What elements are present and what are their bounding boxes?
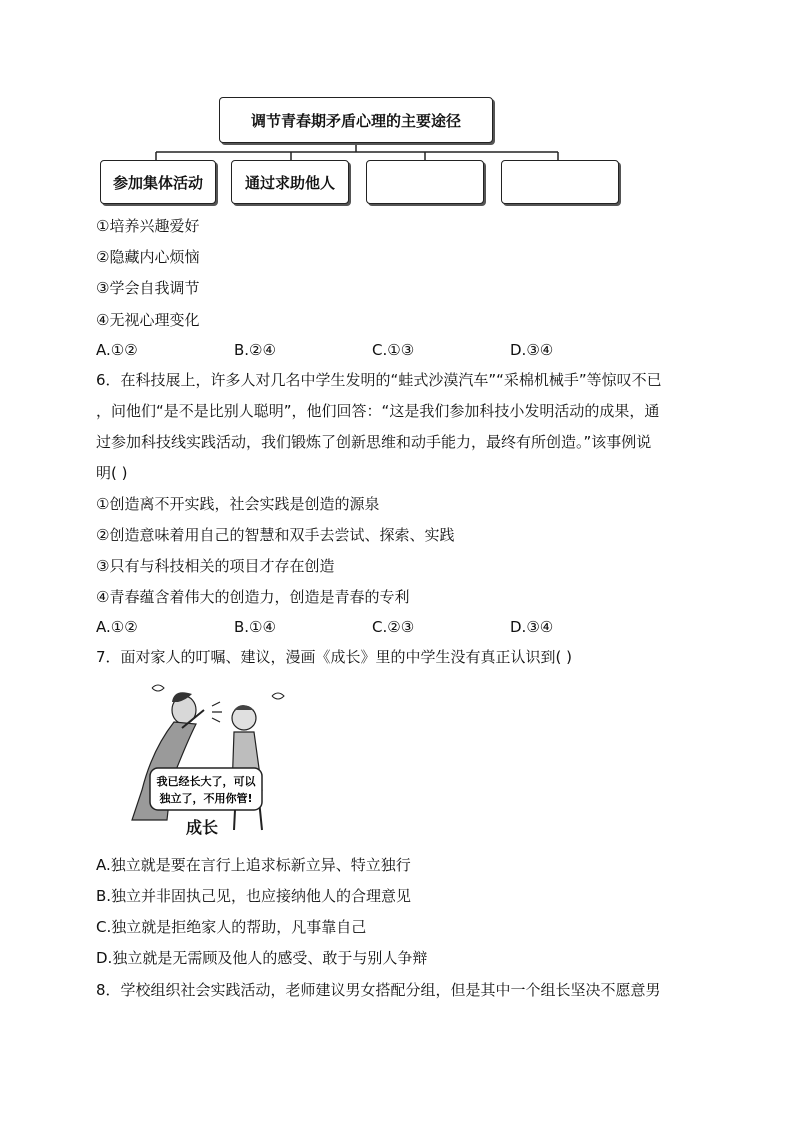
cartoon-caption: 成长: [186, 818, 219, 837]
diagram-root-label: 调节青春期矛盾心理的主要途径: [250, 111, 461, 130]
q6-stem-line: ，问他们“是不是比别人聪明”，他们回答：“这是我们参加科技小发明活动的成果，通: [96, 402, 660, 420]
q5-item: ②隐藏内心烦恼: [96, 248, 200, 266]
q6-option-b: B.①④: [234, 618, 276, 636]
q5-option-d: D.③④: [510, 341, 554, 359]
q5-option-a: A.①②: [96, 341, 138, 359]
q7-option-d: D.独立就是无需顾及他人的感受、敢于与别人争辩: [96, 949, 428, 967]
q6-item: ③只有与科技相关的项目才存在创造: [96, 557, 335, 575]
diagram-child-box: [100, 160, 216, 204]
diagram-root-box: [219, 97, 493, 143]
q5-option-c: C.①③: [372, 341, 415, 359]
q6-item: ④青春蕴含着伟大的创造力，创造是青春的专利: [96, 588, 410, 606]
q7-option-c: C.独立就是拒绝家人的帮助，凡事靠自己: [96, 918, 367, 936]
q5-option-b: B.②④: [234, 341, 276, 359]
q5-item: ①培养兴趣爱好: [96, 217, 200, 235]
q7-stem: 7．面对家人的叮嘱、建议，漫画《成长》里的中学生没有真正认识到( ): [96, 648, 573, 666]
q5-item: ③学会自我调节: [96, 279, 200, 297]
q7-option-b: B.独立并非固执己见，也应接纳他人的合理意见: [96, 887, 412, 905]
q6-item: ①创造离不开实践，社会实践是创造的源泉: [96, 495, 380, 513]
q8-stem: 8．学校组织社会实践活动，老师建议男女搭配分组，但是其中一个组长坚决不愿意男: [96, 981, 661, 999]
q7-option-a: A.独立就是要在言行上追求标新立异、特立独行: [96, 856, 411, 874]
diagram-child-label: 通过求助他人: [244, 173, 335, 192]
q6-stem-line: 6．在科技展上，许多人对几名中学生发明的“蛙式沙漠汽车”“采棉机械手”等惊叹不已: [96, 371, 662, 389]
q6-stem-line: 过参加科技线实践活动，我们锻炼了创新思维和动手能力，最终有所创造。”该事例说: [96, 433, 652, 451]
q6-stem-line: 明( ): [96, 464, 128, 482]
q6-option-d: D.③④: [510, 618, 554, 636]
q6-option-a: A.①②: [96, 618, 138, 636]
diagram-child-box: [231, 160, 349, 204]
q6-item: ②创造意味着用自己的智慧和双手去尝试、探索、实践: [96, 526, 455, 544]
cartoon-speech-line: 独立了，不用你管!: [159, 792, 253, 805]
diagram-child-box-blank: [366, 160, 484, 204]
q6-option-c: C.②③: [372, 618, 415, 636]
concept-diagram: [98, 95, 622, 207]
q5-item: ④无视心理变化: [96, 311, 200, 329]
diagram-child-box-blank: [501, 160, 619, 204]
diagram-child-label: 参加集体活动: [112, 173, 203, 192]
cartoon-speech-line: 我已经长大了，可以: [156, 775, 256, 788]
